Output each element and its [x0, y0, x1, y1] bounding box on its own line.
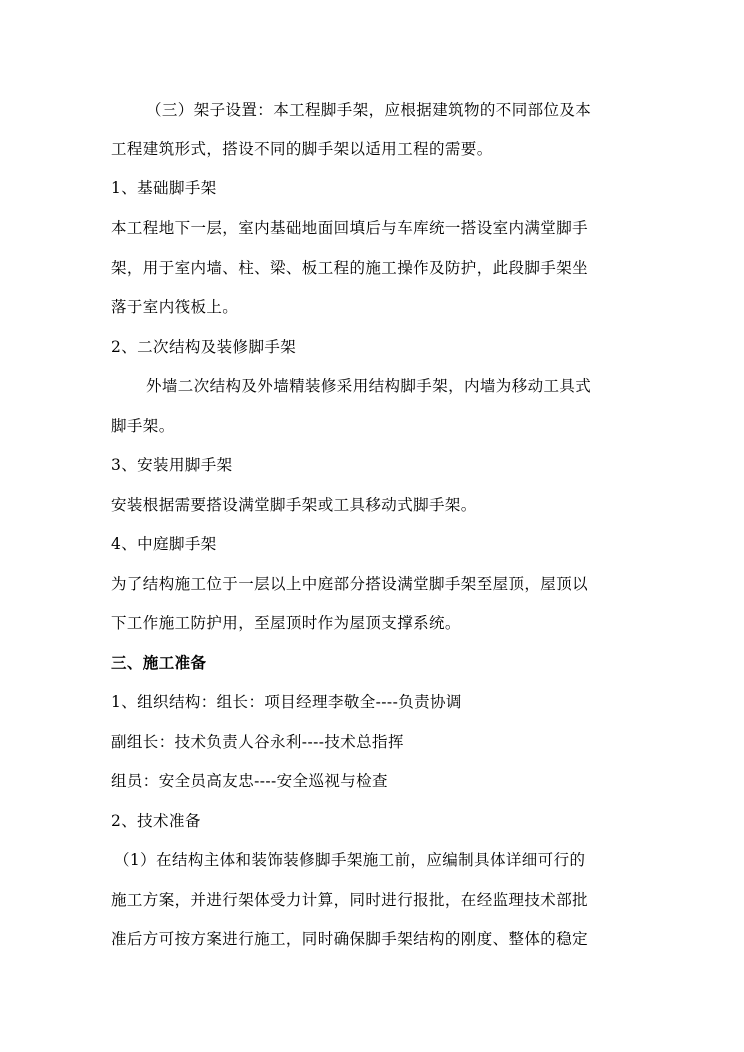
org-structure-line-1: 1、组织结构：组长：项目经理李敬全----负责协调: [111, 693, 462, 711]
heading-foundation-scaffold: 1、基础脚手架: [111, 179, 217, 197]
paragraph-atrium-line-2: 下工作施工防护用，至屋顶时作为屋顶支撑系统。: [111, 614, 461, 632]
paragraph-technical-line-1: （1）在结构主体和装饰装修脚手架施工前，应编制具体详细可行的: [114, 851, 586, 869]
paragraph-technical-line-2: 施工方案，并进行架体受力计算，同时进行报批，在经监理技术部批: [111, 891, 589, 909]
org-structure-line-3: 组员：安全员高友忠----安全巡视与检查: [111, 772, 388, 790]
paragraph-installation-line-1: 安装根据需要搭设满堂脚手架或工具移动式脚手架。: [111, 496, 477, 514]
heading-technical-preparation: 2、技术准备: [111, 812, 201, 830]
paragraph-atrium-line-1: 为了结构施工位于一层以上中庭部分搭设满堂脚手架至屋顶，屋顶以: [111, 575, 589, 593]
paragraph-secondary-line-1: 外墙二次结构及外墙精装修采用结构脚手架，内墙为移动工具式: [146, 377, 592, 395]
paragraph-foundation-line-2: 架，用于室内墙、柱、梁、板工程的施工操作及防护，此段脚手架坐: [111, 259, 589, 277]
paragraph-foundation-line-1: 本工程地下一层，室内基础地面回填后与车库统一搭设室内满堂脚手: [111, 219, 589, 237]
paragraph-foundation-line-3: 落于室内筏板上。: [111, 298, 239, 316]
heading-secondary-structure-scaffold: 2、二次结构及装修脚手架: [111, 338, 297, 356]
heading-installation-scaffold: 3、安装用脚手架: [111, 456, 233, 474]
heading-atrium-scaffold: 4、中庭脚手架: [111, 535, 217, 553]
paragraph-scaffold-setup-line-2: 工程建筑形式，搭设不同的脚手架以适用工程的需要。: [111, 140, 493, 158]
paragraph-technical-line-3: 准后方可按方案进行施工，同时确保脚手架结构的刚度、整体的稳定: [111, 930, 589, 948]
paragraph-scaffold-setup-line-1: （三）架子设置：本工程脚手架，应根据建筑物的不同部位及本: [146, 101, 592, 119]
paragraph-secondary-line-2: 脚手架。: [111, 417, 175, 435]
section-heading-construction-preparation: 三、施工准备: [111, 654, 207, 672]
org-structure-line-2: 副组长：技术负责人谷永利----技术总指挥: [111, 733, 404, 751]
